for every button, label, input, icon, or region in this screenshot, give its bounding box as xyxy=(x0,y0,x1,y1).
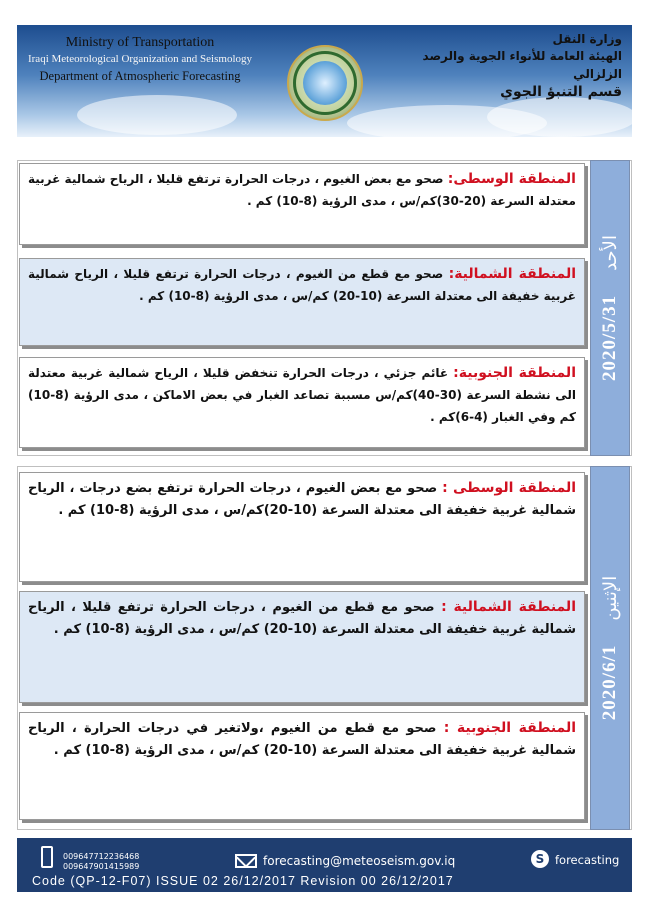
ministry-name-ar: وزارة النقل xyxy=(552,32,622,46)
forecast-text: صحو مع قطع من الغيوم ، درجات الحرارة ترتفع قليلا ، الرياح شمالية غربية خفيفة الى معتدلة السرعة (10-20) كم/س ، مدى الرؤية (8-10) كم . xyxy=(28,600,576,637)
day-label: الإثنين xyxy=(599,575,620,621)
skype-icon: S xyxy=(531,850,549,868)
department-name-en: Department of Atmospheric Forecasting xyxy=(39,69,241,83)
region-name: المنطقة الوسطى : xyxy=(442,480,577,496)
header-arabic xyxy=(382,31,622,101)
region-name: المنطقة الجنوبية : xyxy=(443,720,576,736)
forecast-north-1 xyxy=(19,258,585,346)
phone-numbers xyxy=(63,852,139,872)
date-column-2 xyxy=(590,466,630,830)
forecast-text: غائم جزئي ، درجات الحرارة تنخفض قليلا ، الرياح شمالية غربية معتدلة الى نشطة السرعة (30-40)كم/س مسببة تصاعد الغبار في بعض الاماكن ، مدى الرؤية (8-10) كم وفي الغبار (4-6)كم . xyxy=(28,366,576,424)
email-icon xyxy=(235,854,257,868)
organization-logo-icon xyxy=(287,45,363,121)
ministry-name-en: Ministry of Transportation xyxy=(65,35,215,50)
phone-number-1: 009647712236468 xyxy=(63,852,140,861)
forecast-north-2 xyxy=(19,591,585,703)
forecast-south-2 xyxy=(19,712,585,820)
page-header xyxy=(17,25,632,137)
department-name-ar: قسم التنبؤ الجوي xyxy=(500,84,622,100)
organization-name-ar: الهيئة العامة للأنواء الجوية والرصد الزلزالي xyxy=(422,49,622,81)
forecast-text: صحو مع بعض الغيوم ، درجات الحرارة ترتفع قليلا ، الرياح شمالية غربية معتدلة السرعة (20-30)كم/س ، مدى الرؤية (8-10) كم . xyxy=(28,172,576,208)
forecast-central-2 xyxy=(19,472,585,582)
date-column-1 xyxy=(590,160,630,456)
forecast-text: صحو مع بعض الغيوم ، درجات الحرارة ترتفع بضع درجات ، الرياح شمالية غربية خفيفة الى معتدلة السرعة (10-20)كم/س ، مدى الرؤية (8-10) كم . xyxy=(28,481,576,518)
document-code: Code (QP-12-F07) ISSUE 02 26/12/2017 Revision 00 26/12/2017 xyxy=(32,874,454,888)
phone-number-2: 009647901415989 xyxy=(63,862,140,871)
day-label: الأحد xyxy=(599,235,620,271)
skype-handle[interactable]: forecasting xyxy=(555,853,620,867)
forecast-text: صحو مع قطع من الغيوم ،ولاتغير في درجات الحرارة ، الرياح شمالية غربية خفيفة الى معتدلة السرعة (10-20) كم/س ، مدى الرؤية (8-10) كم . xyxy=(28,721,576,758)
date-label: 2020/6/1 xyxy=(599,644,620,721)
region-name: المنطقة الجنوبية: xyxy=(453,365,576,381)
region-name: المنطقة الشمالية : xyxy=(441,599,576,615)
date-label: 2020/5/31 xyxy=(599,294,620,381)
region-name: المنطقة الوسطى: xyxy=(447,171,576,187)
organization-name-en: Iraqi Meteorological Organization and Seismology xyxy=(27,53,253,65)
phone-icon xyxy=(41,846,53,868)
region-name: المنطقة الشمالية: xyxy=(448,266,577,282)
page-footer xyxy=(17,838,632,892)
forecast-south-1 xyxy=(19,357,585,448)
forecast-central-1 xyxy=(19,163,585,245)
forecast-text: صحو مع قطع من الغيوم ، درجات الحرارة ترتفع قليلا ، الرياح شمالية غربية خفيفة الى معتدلة السرعة (10-20) كم/س ، مدى الرؤية (8-10) كم . xyxy=(28,267,576,303)
email-address[interactable]: forecasting@meteoseism.gov.iq xyxy=(263,854,456,868)
header-english xyxy=(25,35,255,84)
